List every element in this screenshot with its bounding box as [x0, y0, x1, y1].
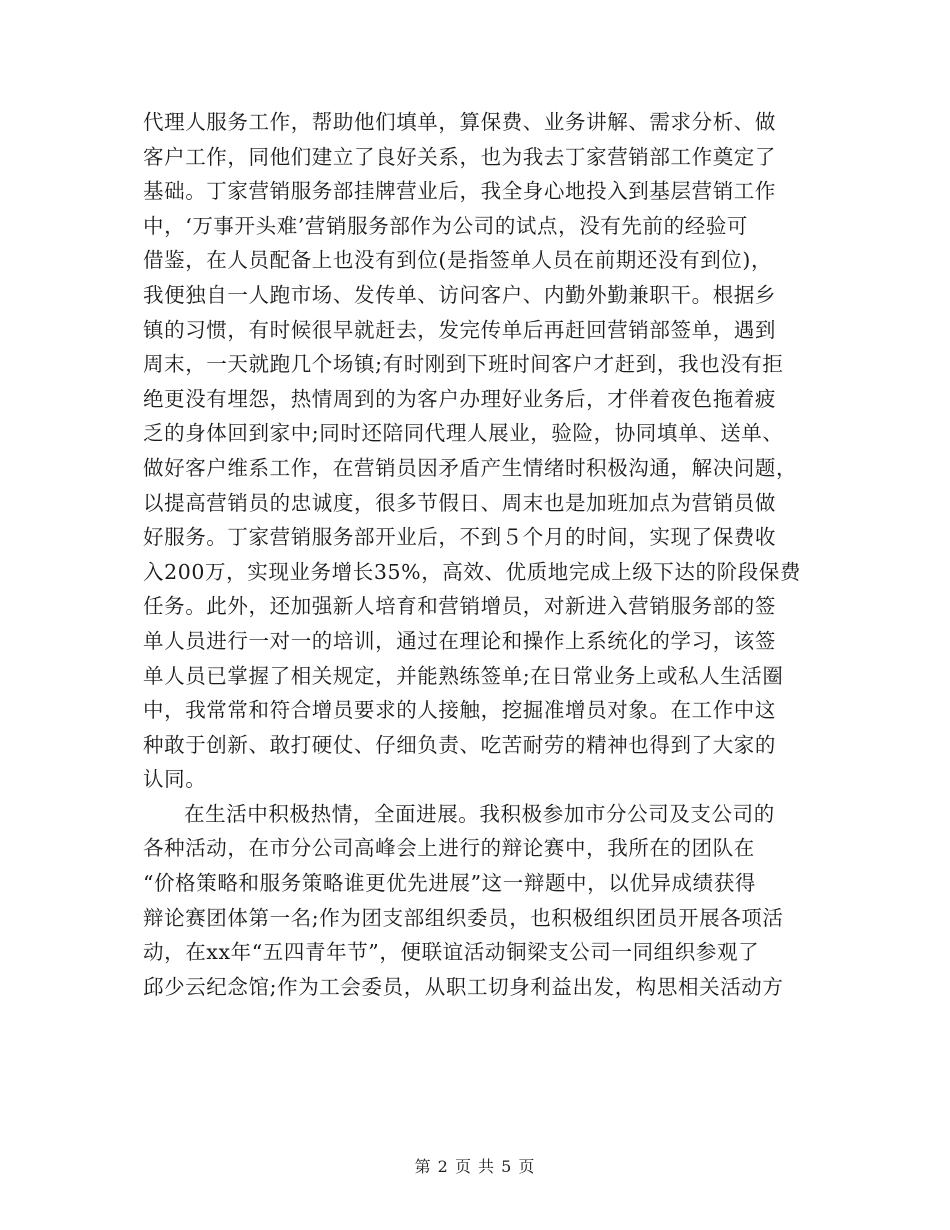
text-line: 好服务。丁家营销服务部开业后，不到５个月的时间，实现了保费收 [143, 525, 776, 550]
text-line: 以提高营销员的忠诚度，很多节假日、周末也是加班加点为营销员做 [143, 490, 776, 515]
text-line: “价格策略和服务策略谁更优先进展”这一辩题中，以优异成绩获得 [143, 871, 756, 896]
text-line: 我便独自一人跑市场、发传单、访问客户、内勤外勤兼职干。根据乡 [143, 282, 776, 307]
text-line: 中，‘万事开头难’营销服务部作为公司的试点，没有先前的经验可 [143, 213, 749, 238]
paragraph-start-line: 在生活中积极热情，全面进展。我积极参加市分公司及支公司的 [184, 801, 775, 826]
text-line: 认同。 [143, 767, 207, 792]
text-line: 周末，一天就跑几个场镇;有时刚到下班时间客户才赶到，我也没有拒 [143, 352, 784, 377]
document-body [143, 105, 843, 1004]
page-number: 第 2 页 共 5 页 [414, 1157, 536, 1176]
text-line: 基础。丁家营销服务部挂牌营业后，我全身心地投入到基层营销工作 [143, 179, 776, 204]
text-line: 任务。此外，还加强新人培育和营销增员，对新进入营销服务部的签 [143, 594, 776, 619]
text-line: 动，在xx年“五四青年节”，便联谊活动铜梁支公司一同组织参观了 [143, 940, 760, 965]
text-line: 乏的身体回到家中;同时还陪同代理人展业，验险，协同填单、送单、 [143, 421, 784, 446]
text-line: 单人员进行一对一的培训，通过在理论和操作上系统化的学习，该签 [143, 628, 776, 653]
text-line: 绝更没有埋怨，热情周到的为客户办理好业务后，才伴着夜色拖着疲 [143, 386, 776, 411]
page-footer [0, 1154, 950, 1177]
text-line: 做好客户维系工作，在营销员因矛盾产生情绪时积极沟通，解决问题， [143, 455, 798, 480]
text-line: 种敢于创新、敢打硬仗、仔细负责、吃苦耐劳的精神也得到了大家的 [143, 732, 776, 757]
text-line: 邱少云纪念馆;作为工会委员，从职工切身利益出发，构思相关活动方 [143, 974, 784, 999]
text-line: 代理人服务工作，帮助他们填单，算保费、业务讲解、需求分析、做 [143, 110, 776, 134]
text-line: 单人员已掌握了相关规定，并能熟练签单;在日常业务上或私人生活圈 [143, 663, 784, 688]
text-line: 中，我常常和符合增员要求的人接触，挖掘准增员对象。在工作中这 [143, 698, 776, 723]
text-line: 各种活动，在市分公司高峰会上进行的辩论赛中，我所在的团队在 [143, 836, 755, 861]
text-line: 客户工作，同他们建立了良好关系，也为我去丁家营销部工作奠定了 [143, 144, 776, 169]
text-line: 借鉴，在人员配备上也没有到位(是指签单人员在前期还没有到位)， [143, 248, 773, 273]
text-line: 辩论赛团体第一名;作为团支部组织委员，也积极组织团员开展各项活 [143, 905, 784, 930]
text-line: 镇的习惯，有时候很早就赶去，发完传单后再赶回营销部签单，遇到 [143, 317, 776, 342]
text-line: 入200万，实现业务增长35%，高效、优质地完成上级下达的阶段保费 [143, 559, 801, 584]
